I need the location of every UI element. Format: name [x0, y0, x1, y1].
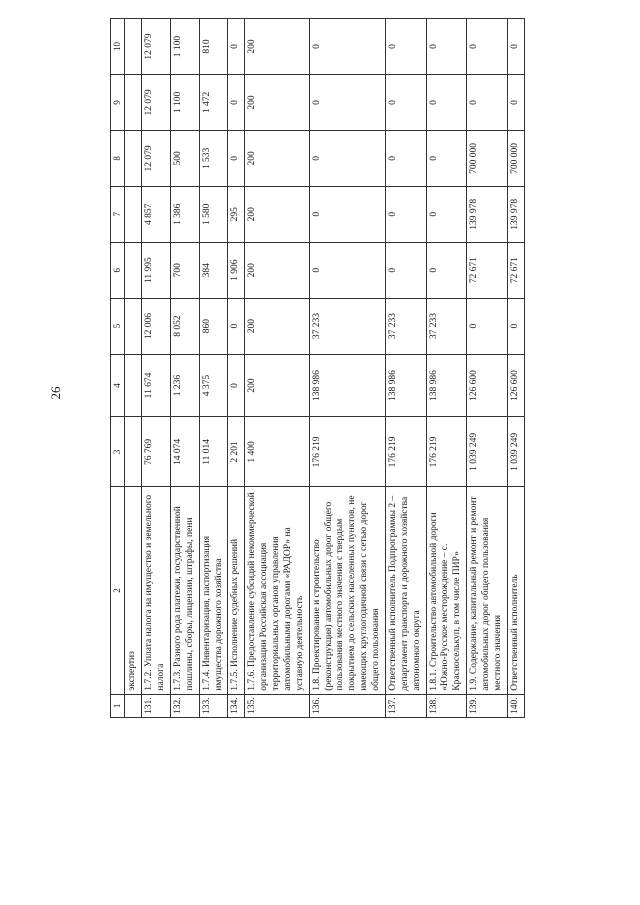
value-cell: 1 039 249	[467, 417, 508, 487]
value-cell: 11 014	[199, 417, 228, 487]
row-name: 1.7.6. Предоставление субсидий некоммерческой организации Российская ассоциация территориальных органов управления автомобильными дорогами «РАДОР» на уставную деятельность	[245, 487, 309, 694]
value-cell: 0	[228, 354, 245, 417]
value-cell: 0	[467, 75, 508, 131]
value-cell: 0	[385, 186, 426, 242]
row-name: 1.7.2. Уплата налога на имущество и земельного налога	[142, 487, 171, 694]
table-row	[228, 19, 245, 718]
value-cell: 200	[245, 298, 309, 354]
value-cell: 0	[309, 242, 385, 298]
value-cell: 0	[309, 186, 385, 242]
value-cell: 126 600	[507, 354, 524, 417]
value-cell: 72 671	[467, 242, 508, 298]
value-cell: 138 986	[426, 354, 467, 417]
value-cell: 176 219	[426, 417, 467, 487]
header-cell: 6	[111, 242, 125, 298]
value-cell: 0	[228, 75, 245, 131]
row-name: 1.8. Проектирование и строительство (реконструкция) автомобильных дорог общего пользования местного значения с твердым покрытием до сельских населенных пунктов, не имеющих круглогодичной связи с сетью дорог общего пользования	[309, 487, 385, 694]
header-cell: 9	[111, 75, 125, 131]
continuation-text: экспертиз	[125, 487, 142, 694]
budget-table	[110, 18, 525, 718]
value-cell: 0	[507, 75, 524, 131]
row-name: Ответственный исполнитель	[507, 487, 524, 694]
table-row	[507, 19, 524, 718]
value-cell: 0	[426, 130, 467, 186]
table-row	[199, 19, 228, 718]
value-cell: 139 978	[507, 186, 524, 242]
value-cell: 1 472	[199, 75, 228, 131]
value-cell: 500	[170, 130, 199, 186]
row-number: 135.	[245, 694, 309, 717]
continuation-row	[125, 19, 142, 718]
value-cell: 1 906	[228, 242, 245, 298]
value-cell: 8 052	[170, 298, 199, 354]
row-name: 1.8.1. Строительство автомобильной дороги «Южно-Русское месторождение – с. Красноселькуп, в том числе ПИР»	[426, 487, 467, 694]
value-cell: 0	[467, 19, 508, 75]
value-cell: 200	[245, 354, 309, 417]
value-cell: 126 600	[467, 354, 508, 417]
value-cell: 37 233	[309, 298, 385, 354]
value-cell: 12 079	[142, 75, 171, 131]
row-name: 1.7.3. Разного рода платежи, государственной пошлины, сборы, лицензии, штрафы, пени	[170, 487, 199, 694]
row-name: 1.7.5. Исполнение судебных решений	[228, 487, 245, 694]
value-cell: 1 236	[170, 354, 199, 417]
value-cell: 1 580	[199, 186, 228, 242]
value-cell: 1 039 249	[507, 417, 524, 487]
value-cell: 295	[228, 186, 245, 242]
value-cell: 0	[309, 130, 385, 186]
value-cell: 1 386	[170, 186, 199, 242]
value-cell: 1 100	[170, 75, 199, 131]
value-cell: 0	[467, 298, 508, 354]
value-cell: 0	[228, 19, 245, 75]
value-cell: 0	[228, 130, 245, 186]
value-cell: 1 533	[199, 130, 228, 186]
header-cell: 7	[111, 186, 125, 242]
row-number: 133.	[199, 694, 228, 717]
value-cell: 200	[245, 186, 309, 242]
header-cell: 2	[111, 487, 125, 694]
table-row	[170, 19, 199, 718]
row-name: Ответственный исполнитель Подпрограммы 2 – департамент транспорта и дорожного хозяйства автономного округа	[385, 487, 426, 694]
value-cell: 176 219	[309, 417, 385, 487]
row-name: 1.9. Содержание, капитальный ремонт и ремонт автомобильных дорог общего пользования местного значения	[467, 487, 508, 694]
value-cell: 0	[426, 242, 467, 298]
value-cell: 139 978	[467, 186, 508, 242]
row-number: 134.	[228, 694, 245, 717]
value-cell: 14 074	[170, 417, 199, 487]
value-cell: 0	[426, 19, 467, 75]
value-cell: 12 006	[142, 298, 171, 354]
value-cell: 176 219	[385, 417, 426, 487]
value-cell: 1 100	[170, 19, 199, 75]
value-cell: 200	[245, 130, 309, 186]
value-cell: 11 674	[142, 354, 171, 417]
value-cell: 0	[228, 298, 245, 354]
value-cell: 37 233	[426, 298, 467, 354]
value-cell: 0	[385, 75, 426, 131]
value-cell: 0	[426, 186, 467, 242]
page-number: 26	[48, 386, 63, 400]
value-cell: 0	[507, 19, 524, 75]
header-cell: 8	[111, 130, 125, 186]
header-cell: 1	[111, 694, 125, 717]
value-cell: 12 079	[142, 130, 171, 186]
value-cell: 138 986	[385, 354, 426, 417]
value-cell: 700 000	[507, 130, 524, 186]
value-cell: 0	[385, 242, 426, 298]
value-cell: 200	[245, 19, 309, 75]
header-cell: 3	[111, 417, 125, 487]
value-cell: 0	[426, 75, 467, 131]
row-number: 136.	[309, 694, 385, 717]
value-cell: 11 995	[142, 242, 171, 298]
value-cell: 0	[309, 75, 385, 131]
table-row	[467, 19, 508, 718]
header-cell: 10	[111, 19, 125, 75]
row-number: 138.	[426, 694, 467, 717]
value-cell: 810	[199, 19, 228, 75]
value-cell: 700	[170, 242, 199, 298]
value-cell: 0	[385, 130, 426, 186]
value-cell: 4 375	[199, 354, 228, 417]
row-number: 132.	[170, 694, 199, 717]
table-container	[110, 18, 610, 718]
value-cell: 0	[385, 19, 426, 75]
row-number: 137.	[385, 694, 426, 717]
value-cell: 200	[245, 242, 309, 298]
table-row	[142, 19, 171, 718]
value-cell: 860	[199, 298, 228, 354]
value-cell: 0	[507, 298, 524, 354]
value-cell: 76 769	[142, 417, 171, 487]
header-cell: 5	[111, 298, 125, 354]
value-cell: 4 857	[142, 186, 171, 242]
value-cell: 384	[199, 242, 228, 298]
value-cell: 12 079	[142, 19, 171, 75]
value-cell: 37 233	[385, 298, 426, 354]
row-name: 1.7.4. Инвентаризация, паспортизация имущества дорожного хозяйства	[199, 487, 228, 694]
header-row	[111, 19, 125, 718]
row-number: 140.	[507, 694, 524, 717]
header-cell: 4	[111, 354, 125, 417]
value-cell: 2 201	[228, 417, 245, 487]
document-sheet	[110, 18, 610, 718]
table-row	[309, 19, 385, 718]
value-cell: 700 000	[467, 130, 508, 186]
table-row	[245, 19, 309, 718]
row-number: 131.	[142, 694, 171, 717]
table-row	[385, 19, 426, 718]
row-number: 139.	[467, 694, 508, 717]
table-row	[426, 19, 467, 718]
value-cell: 200	[245, 75, 309, 131]
value-cell: 0	[309, 19, 385, 75]
value-cell: 1 400	[245, 417, 309, 487]
value-cell: 138 986	[309, 354, 385, 417]
value-cell: 72 671	[507, 242, 524, 298]
